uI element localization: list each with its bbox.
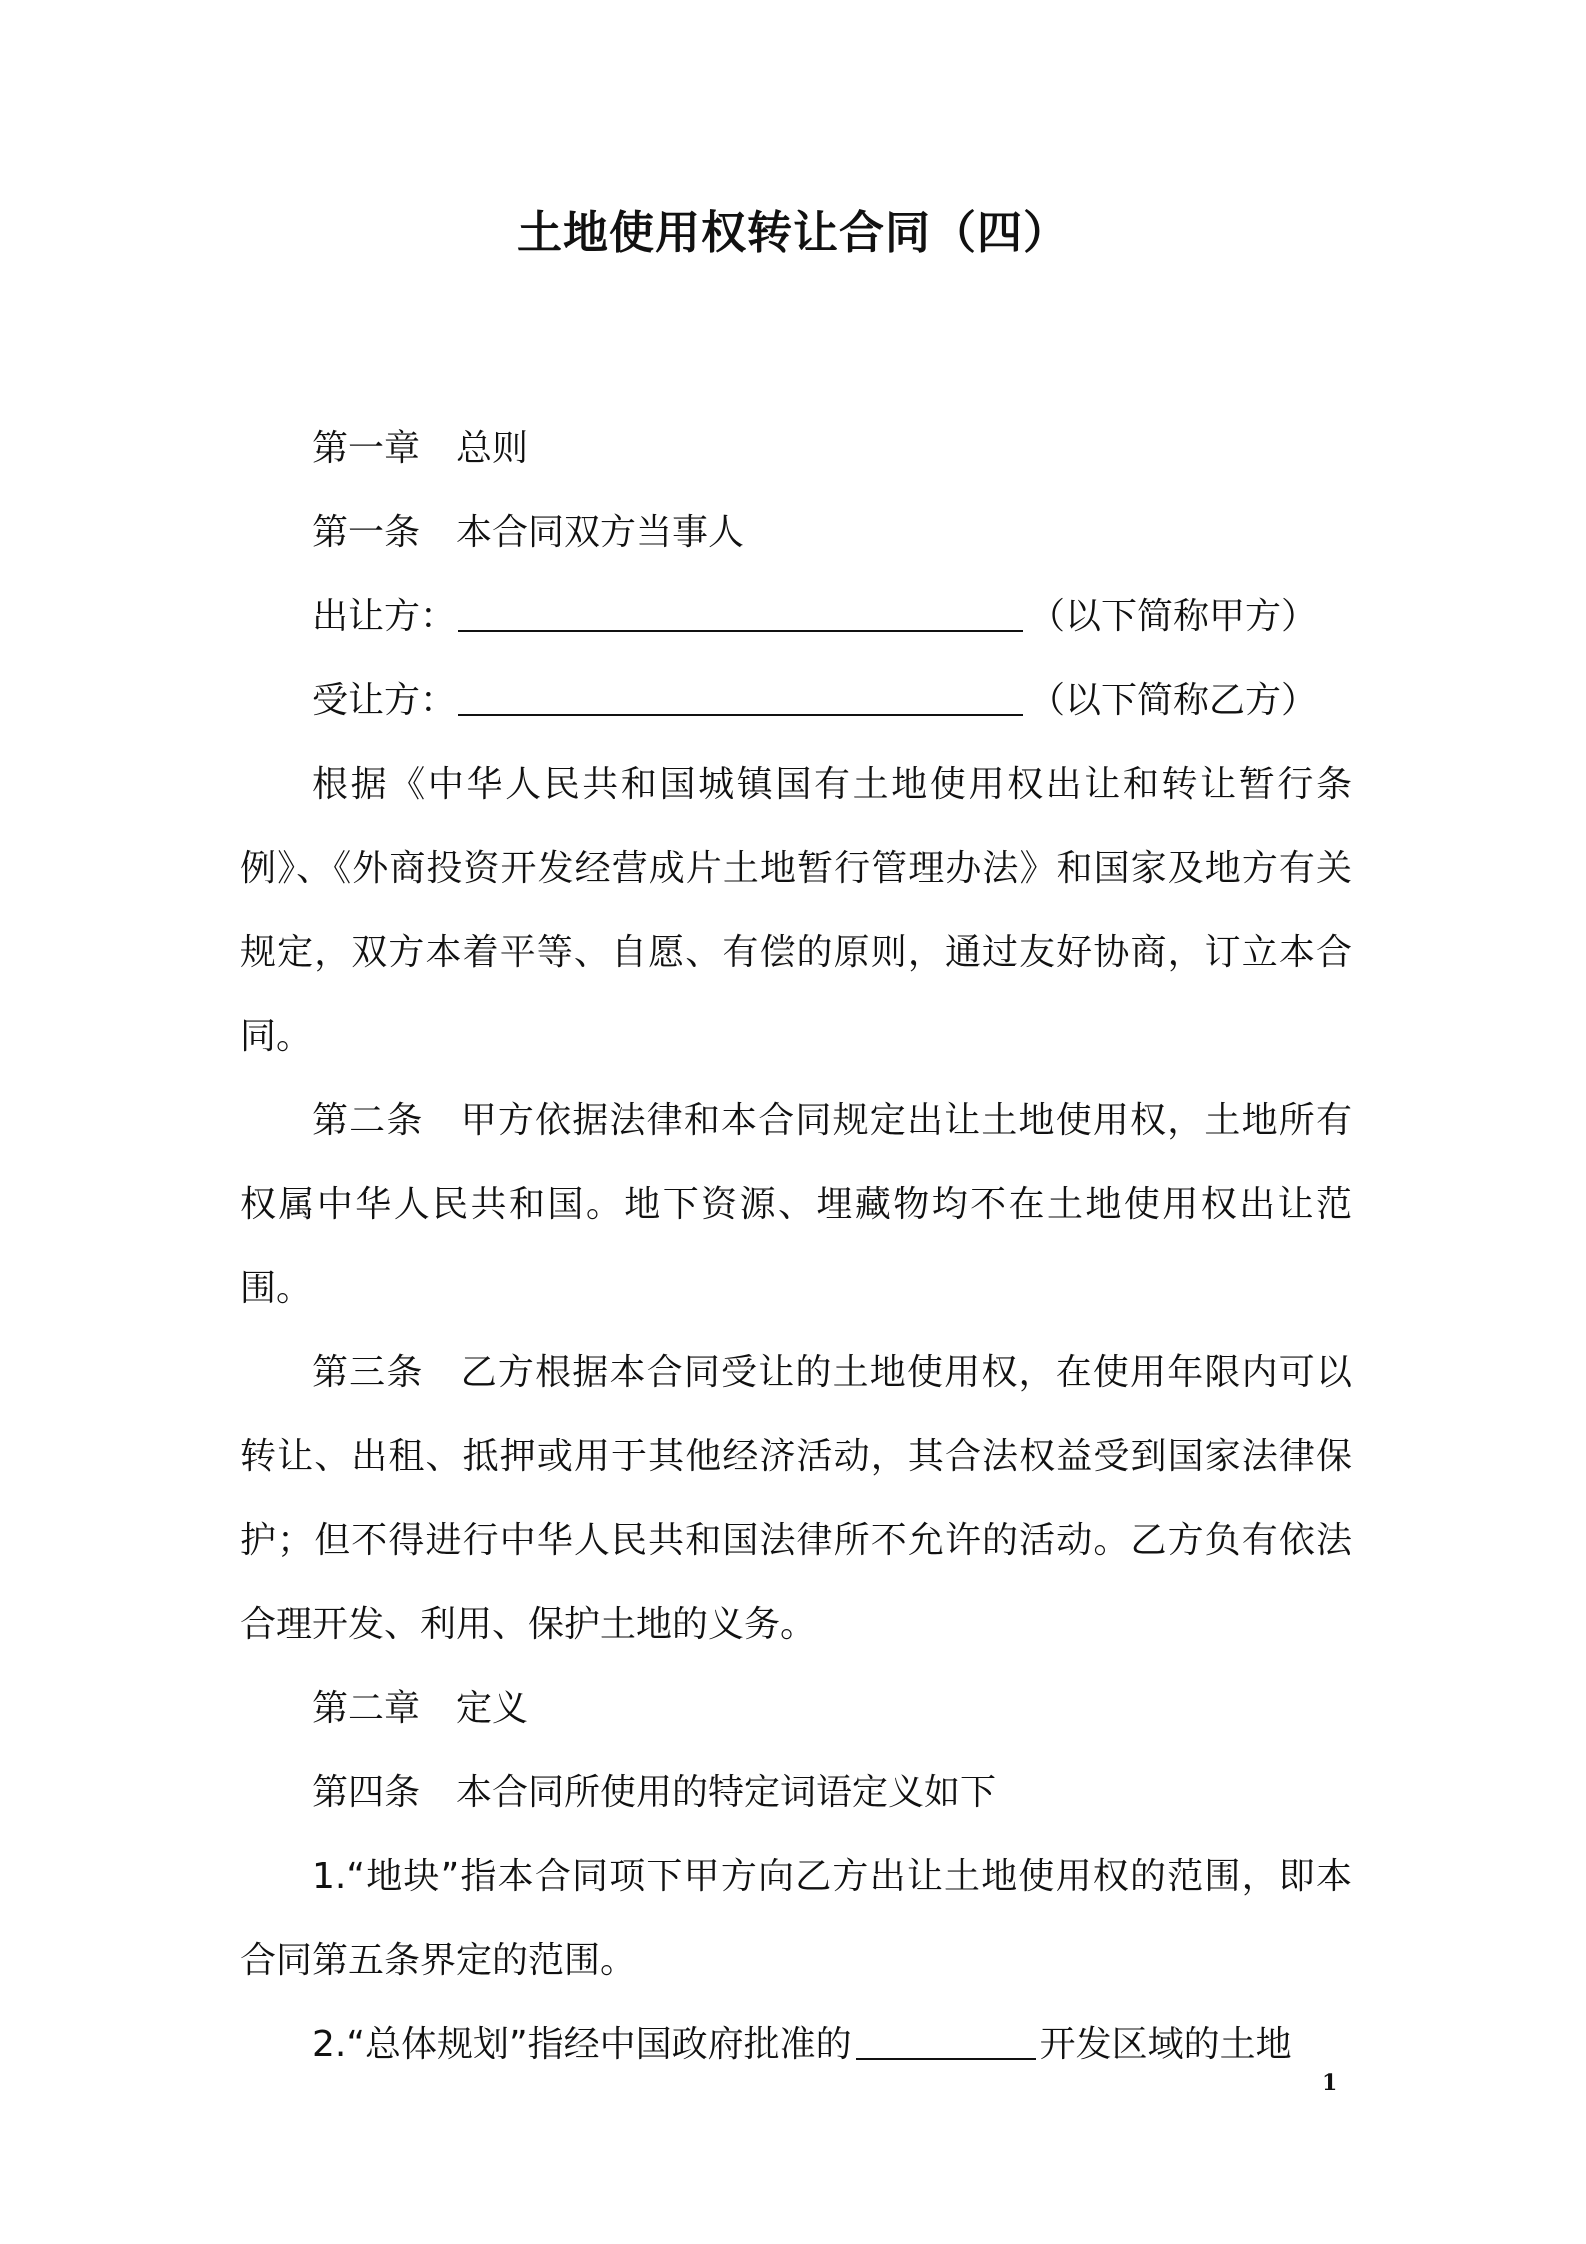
transferor-label: 出让方： [312,596,457,637]
chapter-title: 定义 [456,1688,529,1729]
transferee-blank[interactable] [458,684,1023,716]
article-heading [240,1751,1352,1835]
article-number: 第三条 [312,1352,424,1393]
chapter-heading [240,1667,1352,1751]
article-text: 本合同所使用的特定词语定义如下 [456,1772,997,1813]
page-number: 1 [1322,2070,1338,2096]
article-number: 第一条 [312,512,421,553]
transferor-suffix: （以下简称甲方） [1029,596,1318,637]
definition-item [240,2003,1352,2087]
preamble-paragraph: 根据《中华人民共和国城镇国有土地使用权出让和转让暂行条例》、《外商投资开发经营成片土地暂行管理办法》和国家及地方有关规定，双方本着平等、自愿、有偿的原则，通过友好协商，订立本合同。 [240,764,1352,1057]
article-text: 本合同双方当事人 [456,512,745,553]
region-blank[interactable] [856,2028,1036,2060]
article-paragraph [240,1079,1352,1331]
article-number: 第四条 [312,1772,421,1813]
document-title: 土地使用权转让合同（四） [516,206,1069,259]
article-number: 第二条 [312,1100,424,1141]
article-heading [240,491,1352,575]
transferee-line [240,659,1352,743]
chapter-number: 第二章 [312,1688,421,1729]
article-paragraph [240,1331,1352,1667]
chapter-title: 总则 [456,428,529,469]
chapter-number: 第一章 [312,428,421,469]
definition-text: 开发区域的土地 [1039,2024,1292,2065]
transferor-line [240,575,1352,659]
article-text: 甲方依据法律和本合同规定出让土地使用权，土地所有权属中华人民共和国。地下资源、埋藏物均不在土地使用权出让范围。 [240,1100,1352,1309]
definition-item: 1.“地块”指本合同项下甲方向乙方出让土地使用权的范围，即本合同第五条界定的范围。 [240,1856,1352,1981]
chapter-heading [240,407,1352,491]
article-text: 乙方根据本合同受让的土地使用权，在使用年限内可以转让、出租、抵押或用于其他经济活动，其合法权益受到国家法律保护；但不得进行中华人民共和国法律所不允许的活动。乙方负有依法合理开发、利用、保护土地的义务。 [240,1352,1352,1645]
transferee-suffix: （以下简称乙方） [1029,680,1318,721]
document-body [240,407,1352,2087]
transferor-blank[interactable] [458,600,1023,632]
transferee-label: 受让方： [312,680,457,721]
definition-text: 2.“总体规划”指经中国政府批准的 [312,2024,852,2065]
